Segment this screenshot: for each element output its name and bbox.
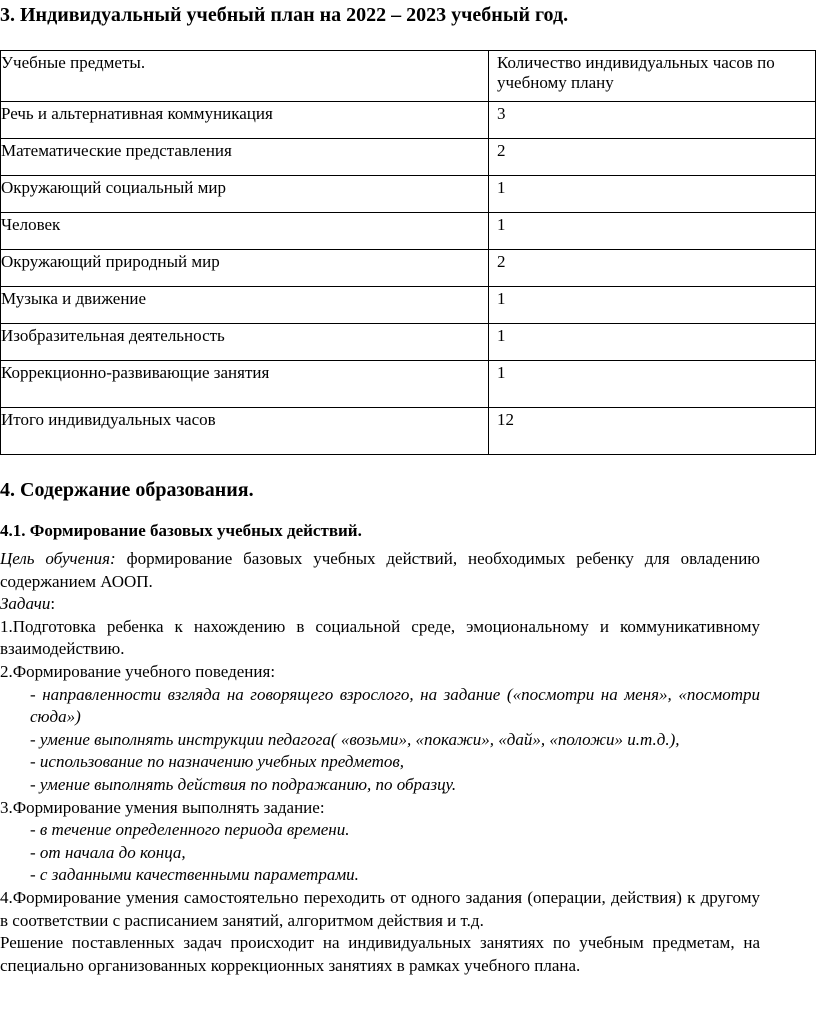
table-row bbox=[1, 102, 816, 139]
subject-cell: Окружающий социальный мир bbox=[1, 176, 489, 213]
task-subitem: - использование по назначению учебных предметов, bbox=[30, 752, 404, 772]
conclusion-paragraph: Решение поставленных задач происходит на индивидуальных занятиях по учебным предметам, на специально организованных коррекционных занятиях в рамках учебного плана. bbox=[0, 933, 760, 975]
goal-text: формирование базовых учебных действий, необходимых ребенку для овладению содержанием АООП. bbox=[0, 549, 760, 591]
hours-cell: 2 bbox=[489, 250, 816, 287]
table-row bbox=[1, 176, 816, 213]
task-subitem: - от начала до конца, bbox=[30, 842, 186, 862]
table-row bbox=[1, 324, 816, 361]
subject-cell: Окружающий природный мир bbox=[1, 250, 489, 287]
subject-cell: Математические представления bbox=[1, 139, 489, 176]
subject-cell: Музыка и движение bbox=[1, 287, 489, 324]
task-subitem: - умение выполнять действия по подражанию, по образцу. bbox=[30, 774, 457, 794]
tasks-colon: : bbox=[50, 594, 56, 614]
task-subitem: - умение выполнять инструкции педагога( «возьми», «покажи», «дай», «положи» и.т.д.), bbox=[30, 729, 680, 749]
subsection-title: 4.1. Формирование базовых учебных действий. bbox=[0, 521, 362, 540]
section-body bbox=[0, 548, 760, 977]
task-subitem: - направленности взгляда на говорящего взрослого, на задание («посмотри на меня», «посмотри сюда») bbox=[30, 684, 760, 727]
table-row bbox=[1, 250, 816, 287]
total-hours-cell: 12 bbox=[489, 408, 816, 455]
subject-cell: Речь и альтернативная коммуникация bbox=[1, 102, 489, 139]
table-total-row bbox=[1, 408, 816, 455]
task-item: 3.Формирование умения выполнять задание: bbox=[0, 797, 325, 817]
subject-cell: Человек bbox=[1, 213, 489, 250]
task-item: 1.Подготовка ребенка к нахождению в социальной среде, эмоциональному и коммуникативному взаимодействию. bbox=[0, 616, 760, 659]
subject-cell: Коррекционно-развивающие занятия bbox=[1, 361, 489, 408]
hours-cell: 1 bbox=[489, 361, 816, 408]
curriculum-table bbox=[0, 50, 816, 455]
hours-cell: 1 bbox=[489, 287, 816, 324]
table-header-row bbox=[1, 51, 816, 102]
table-row bbox=[1, 361, 816, 408]
hours-cell: 1 bbox=[489, 176, 816, 213]
total-label-cell: Итого индивидуальных часов bbox=[1, 408, 489, 455]
table-header-hours: Количество индивидуальных часов по учебному плану bbox=[489, 51, 816, 102]
table-row bbox=[1, 139, 816, 176]
table-header-subjects: Учебные предметы. bbox=[1, 51, 489, 102]
task-subitem: - с заданными качественными параметрами. bbox=[30, 865, 359, 885]
tasks-label: Задачи bbox=[0, 594, 51, 614]
table-row bbox=[1, 213, 816, 250]
task-subitem: - в течение определенного периода времени. bbox=[30, 820, 350, 840]
table-row bbox=[1, 287, 816, 324]
section-title: 4. Содержание образования. bbox=[0, 479, 254, 501]
goal-paragraph bbox=[0, 548, 760, 593]
hours-cell: 1 bbox=[489, 213, 816, 250]
task-item: 4.Формирование умения самостоятельно переходить от одного задания (операции, действия) к другому в соответствии с расписанием занятий, алгоритмом действия и т.д. bbox=[0, 887, 760, 930]
hours-cell: 1 bbox=[489, 324, 816, 361]
page-heading: 3. Индивидуальный учебный план на 2022 – 2023 учебный год. bbox=[0, 4, 569, 26]
tasks-heading bbox=[0, 593, 760, 616]
hours-cell: 2 bbox=[489, 139, 816, 176]
task-item: 2.Формирование учебного поведения: bbox=[0, 661, 276, 681]
subject-cell: Изобразительная деятельность bbox=[1, 324, 489, 361]
goal-label: Цель обучения: bbox=[0, 549, 116, 568]
hours-cell: 3 bbox=[489, 102, 816, 139]
